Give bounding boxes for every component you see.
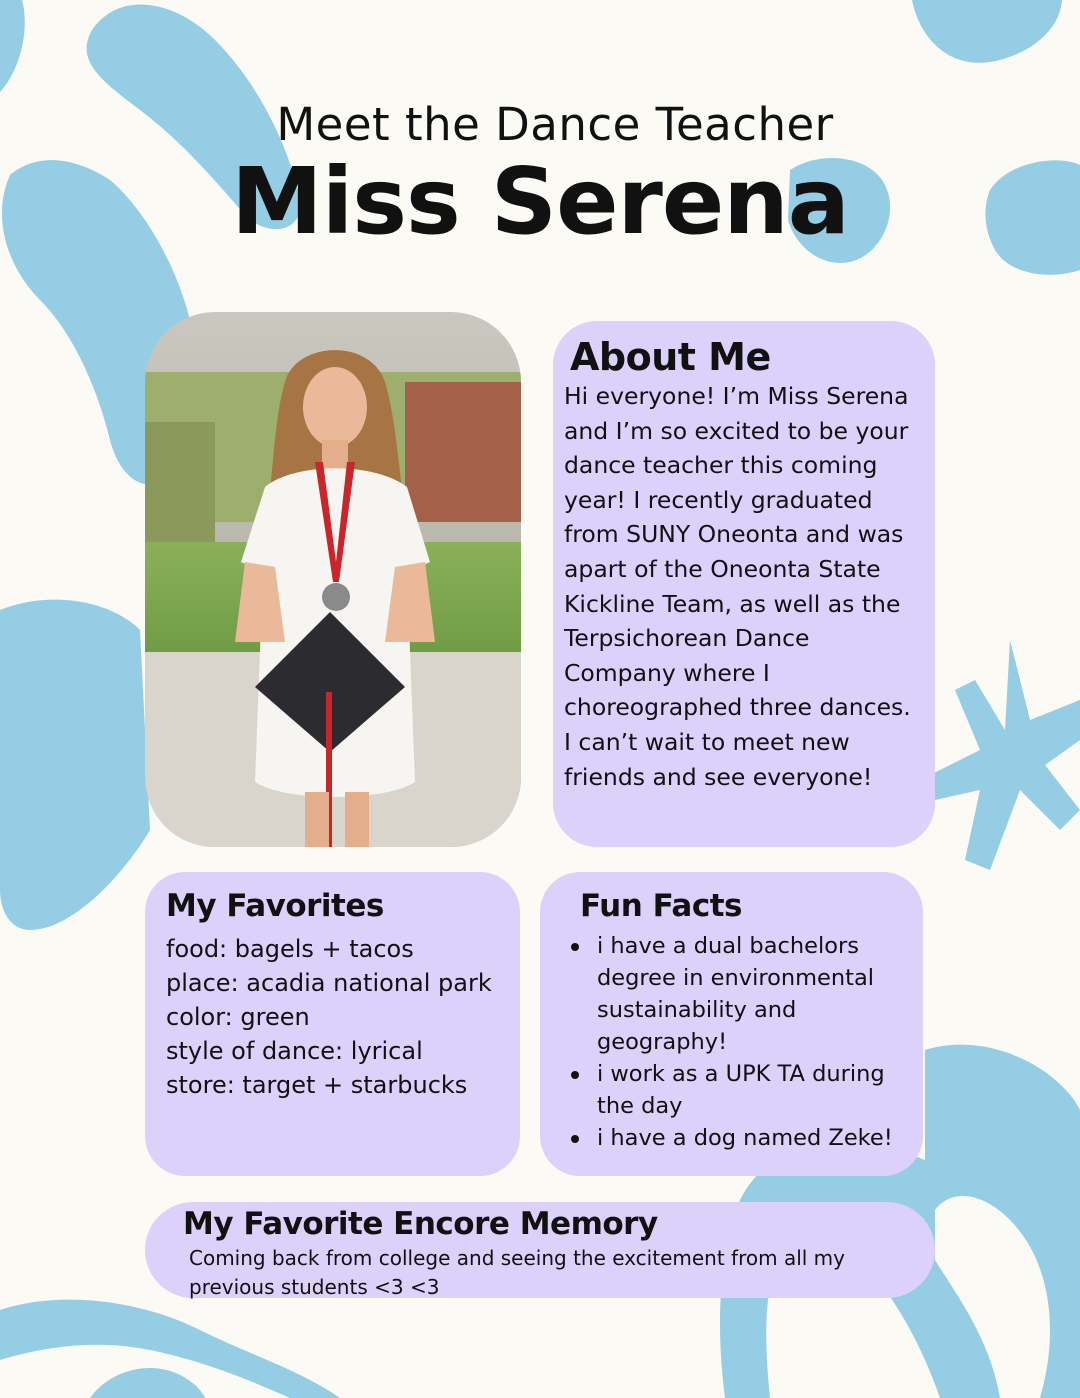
fun-fact-item: i have a dog named Zeke!: [566, 1122, 913, 1154]
favorite-line: color: green: [166, 1003, 310, 1031]
favorite-line: store: target + starbucks: [166, 1071, 468, 1099]
fun-fact-item: i work as a UPK TA during the day: [566, 1058, 913, 1122]
page-subtitle: Meet the Dance Teacher: [276, 98, 834, 151]
about-me-text: Hi everyone! I’m Miss Serena and I’m so excited to be your dance teacher this coming year! I recently graduated from SUNY Oneonta and was apart of the Oneonta State Kickline Team, as well as the Terpsichorean Dance Company where I choreographed three dances. I can’t wait to meet new friends and see everyone!: [564, 382, 911, 791]
favorite-memory-card: [145, 1202, 935, 1298]
favorite-line: place: acadia national park: [166, 969, 492, 997]
favorite-line: style of dance: lyrical: [166, 1037, 423, 1065]
teacher-photo: [145, 312, 521, 847]
favorite-memory-text: Coming back from college and seeing the excitement from all my previous students <3 <3: [189, 1246, 845, 1299]
blob-shape: [90, 1368, 205, 1398]
my-favorites-card: [145, 872, 520, 1176]
my-favorites-heading: My Favorites: [166, 888, 384, 924]
fun-facts-card: [540, 872, 923, 1176]
blob-shape: [0, 0, 25, 92]
favorite-line: food: bagels + tacos: [166, 935, 414, 963]
blob-shape: [0, 600, 150, 930]
fun-facts-list: [566, 930, 913, 1154]
fun-fact-item: i have a dual bachelors degree in environmental sustainability and geography!: [566, 930, 913, 1058]
blob-shape: [912, 0, 1062, 63]
about-me-heading: About Me: [570, 335, 771, 379]
blob-shape: [930, 640, 1080, 870]
fun-facts-heading: Fun Facts: [580, 888, 742, 924]
page-title: Miss Serena: [231, 148, 849, 255]
about-me-card: [553, 321, 935, 847]
favorite-memory-heading: My Favorite Encore Memory: [183, 1206, 658, 1242]
